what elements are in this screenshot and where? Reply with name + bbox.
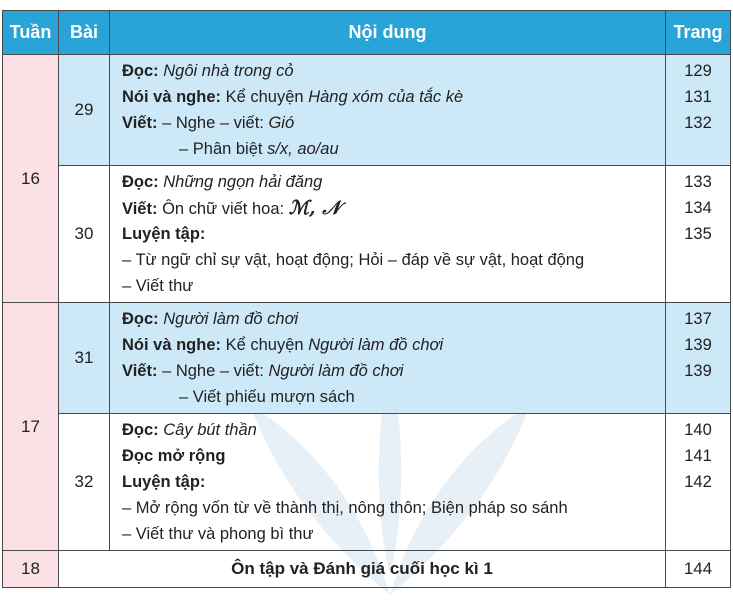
header-page: Trang: [666, 11, 731, 55]
content-line: – Viết thư: [122, 277, 194, 295]
content-line: Luyện tập:: [122, 225, 206, 243]
lesson-number: 31: [59, 303, 110, 414]
table-row: [3, 55, 731, 166]
lesson-content: [110, 303, 666, 414]
page-numbers: 133 134 135: [666, 166, 731, 303]
content-line: Luyện tập:: [122, 473, 206, 491]
header-lesson: Bài: [59, 11, 110, 55]
header-content: Nội dung: [110, 11, 666, 55]
content-line: – Viết phiếu mượn sách: [179, 388, 355, 406]
page-number: 144: [666, 551, 731, 588]
content-line: – Mở rộng vốn từ về thành thị, nông thôn; Biện pháp so sánh: [122, 499, 568, 517]
table-row: [3, 414, 731, 551]
lesson-number: 29: [59, 55, 110, 166]
content-line: Nói và nghe: Kể chuyện Hàng xóm của tắc kè: [122, 88, 464, 106]
lesson-content: [110, 166, 666, 303]
table-row: [3, 303, 731, 414]
content-line: Đọc mở rộng: [122, 447, 226, 465]
review-content: Ôn tập và Đánh giá cuối học kì 1: [59, 551, 666, 588]
content-line: – Từ ngữ chỉ sự vật, hoạt động; Hỏi – đáp về sự vật, hoạt động: [122, 251, 585, 269]
content-line: Đọc: Người làm đồ chơi: [122, 310, 299, 328]
content-line: Đọc: Cây bút thần: [122, 421, 257, 439]
content-line: Đọc: Ngôi nhà trong cỏ: [122, 62, 294, 80]
week-cell: 16: [3, 55, 59, 303]
header-week: Tuần: [3, 11, 59, 55]
content-line: Viết: Ôn chữ viết hoa: ℳ, 𝒩: [122, 197, 341, 219]
content-line: Viết: – Nghe – viết: Gió: [122, 114, 295, 132]
week-cell: 17: [3, 303, 59, 551]
content-line: Viết: – Nghe – viết: Người làm đồ chơi: [122, 362, 404, 380]
page-numbers: 140 141 142: [666, 414, 731, 551]
content-line: Đọc: Những ngọn hải đăng: [122, 173, 323, 191]
table-row: [3, 166, 731, 303]
content-line: – Viết thư và phong bì thư: [122, 525, 314, 543]
content-line: – Phân biệt s/x, ao/au: [179, 140, 339, 158]
lesson-number: 30: [59, 166, 110, 303]
lesson-content: [110, 414, 666, 551]
table-of-contents: [2, 10, 731, 588]
page-numbers: 137 139 139: [666, 303, 731, 414]
lesson-number: 32: [59, 414, 110, 551]
week-cell: 18: [3, 551, 59, 588]
content-line: Nói và nghe: Kể chuyện Người làm đồ chơi: [122, 336, 444, 354]
header-row: [3, 11, 731, 55]
page-numbers: 129 131 132: [666, 55, 731, 166]
lesson-content: [110, 55, 666, 166]
table-row: [3, 551, 731, 588]
